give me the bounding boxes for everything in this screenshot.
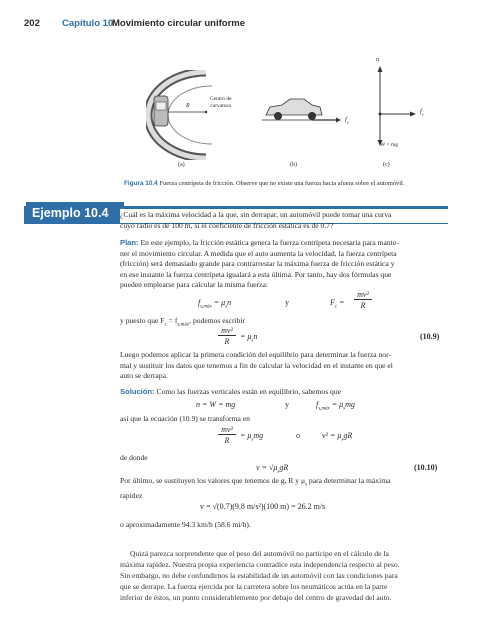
plan-paragraph [120, 238, 450, 291]
closing-line2: máxima rapidez. Nuestra propia experiencia contradice esta independencia respecto al peso. [120, 560, 400, 569]
plan-line5: pueden emplearse para calcular la misma fuerza: [120, 280, 268, 290]
equation-3-right: $f_{s,máx} = \mu_smg$ [316, 400, 355, 412]
plan-line1: En este ejemplo, la fricción estática genera la fuerza centrípeta necesaria para mante- [140, 238, 399, 247]
panel-c-label: (c) [383, 162, 390, 168]
equation-1-right: $F_c$ = [330, 298, 345, 310]
solution-text: Como las fuerzas verticales están en equilibrio, sabemos que [156, 387, 342, 396]
equation-2-denominator: R [224, 337, 230, 346]
fs-label-b: $f_s$ [345, 116, 349, 125]
equation-2-rhs: = $\mu_sn$ [240, 332, 258, 344]
n-label: n [376, 56, 380, 63]
figure-c-free-body [370, 64, 440, 150]
equation-2-number: (10.9) [420, 332, 440, 341]
solution-label: Solución: [120, 387, 155, 396]
plan-line2: ner el movimiento circular. A medida que el auto aumenta la velocidad, la fuerza centrípeta [120, 248, 397, 258]
equation-6: v = √(0.7)(9.8 m/s²)(100 m) = 26.2 m/s [200, 502, 326, 511]
closing-line3: Sin embargo, no debe confundirnos la estabilidad de un automóvil con las condiciones para [120, 571, 398, 580]
equation-1-left: $f_{s,máx} = \mu_sn$ [198, 298, 232, 310]
w-label: W = mg [380, 142, 398, 148]
then-line1: Luego podemos aplicar la primera condición del equilibrio para determinar la fuerza nor- [120, 350, 391, 359]
closing-line4: que se derrape. La fuerza ejercida por la carretera sobre los neumáticos actúa en la parte [120, 582, 388, 591]
plan-label: Plan: [120, 238, 139, 247]
center-label-line1: Centro de [210, 96, 232, 102]
figure-b-car [262, 95, 342, 125]
closing-paragraph-rest [120, 559, 450, 603]
closing-line5: inferior de éstos, un punto considerablemente por debajo del centro de gravedad del auto. [120, 593, 392, 602]
panel-a-label: (a) [178, 162, 185, 168]
equation-4-denominator: R [224, 436, 230, 445]
equation-5: $v = √\mu_sgR$ [256, 463, 289, 475]
caption-label: Figura 10.4 [124, 180, 158, 187]
equation-3-and: y [285, 400, 289, 409]
final-line2: rapidez [120, 491, 143, 501]
figure-caption [124, 180, 404, 187]
equation-1-denominator: R [360, 301, 366, 310]
final-paragraph: Por último, se sustituyen los valores que tenemos de g, R y $\mu_s$ para determinar la máxima rapidez [120, 476, 450, 502]
center-label [210, 96, 232, 110]
plan-line3: (fricción) será demasiado grande para contrarrestar la máxima fuerza de fricción estática y [120, 259, 395, 269]
then-line2: mal y sustituir los datos que tenemos a fin de calcular la velocidad en el instante en que el [120, 360, 393, 370]
car-top-view-icon [154, 96, 168, 126]
figure-a-curve [146, 70, 226, 160]
closing-line1: Quizá parezca sorprendente que el peso del automóvil no participe en el cálculo de la [130, 549, 389, 558]
question-line1: ¿Cuál es la máxima velocidad a la que, sin derrapar, un automóvil puede tomar una curva [120, 210, 392, 219]
equation-2-numerator: mv² [218, 326, 236, 336]
equation-1-and: y [285, 298, 289, 307]
chapter-label: Capítulo 10 [62, 18, 114, 29]
then-paragraph [120, 350, 450, 382]
transform-line: así que la ecuación (10.9) se transforma en [120, 414, 250, 423]
equation-3-left: n = W = mg [196, 400, 236, 409]
equation-5-number: (10.10) [414, 463, 438, 472]
equation-4-or: o [296, 431, 300, 440]
equation-1-numerator: mv² [354, 290, 372, 300]
caption-text: Fuerza centrípeta de fricción. Observe que no existe una fuerza hacia afuera sobre el automóvil. [159, 180, 405, 187]
chapter-title: Movimiento circular uniforme [112, 18, 246, 29]
approx-line: o aproximadamente 94.3 km/h (58.6 mi/h). [120, 520, 251, 529]
solution-line [120, 387, 450, 398]
then-line3: auto se derrapa. [120, 371, 168, 381]
equation-4-numerator: mv² [218, 425, 236, 435]
fs-label-c: $f_s$ [420, 108, 424, 117]
equation-4-rhs: = $\mu_smg$ [240, 431, 264, 443]
closing-paragraph [120, 548, 450, 559]
example-tab: Ejemplo 10.4 [26, 202, 124, 224]
equation-4-alt: $v^2 = \mu_sgR$ [322, 431, 353, 443]
panel-b-label: (b) [290, 162, 297, 168]
plan-line4: en ese instante la fuerza centrípeta igualará a esta última. Por tanto, hay dos fórmulas que [120, 269, 392, 279]
label-r: R [186, 103, 190, 109]
page-number: 202 [24, 18, 40, 29]
question-line2: cuyo radio es de 100 m, si el coeficiente de fricción estática es de 0.7? [120, 220, 334, 230]
center-label-line2: curvatura [210, 103, 231, 109]
from-line: de donde [120, 453, 148, 462]
example-question [120, 210, 450, 231]
since-line: y puesto que $F_c = f_{s,máx}$, podemos escribir [120, 316, 246, 328]
